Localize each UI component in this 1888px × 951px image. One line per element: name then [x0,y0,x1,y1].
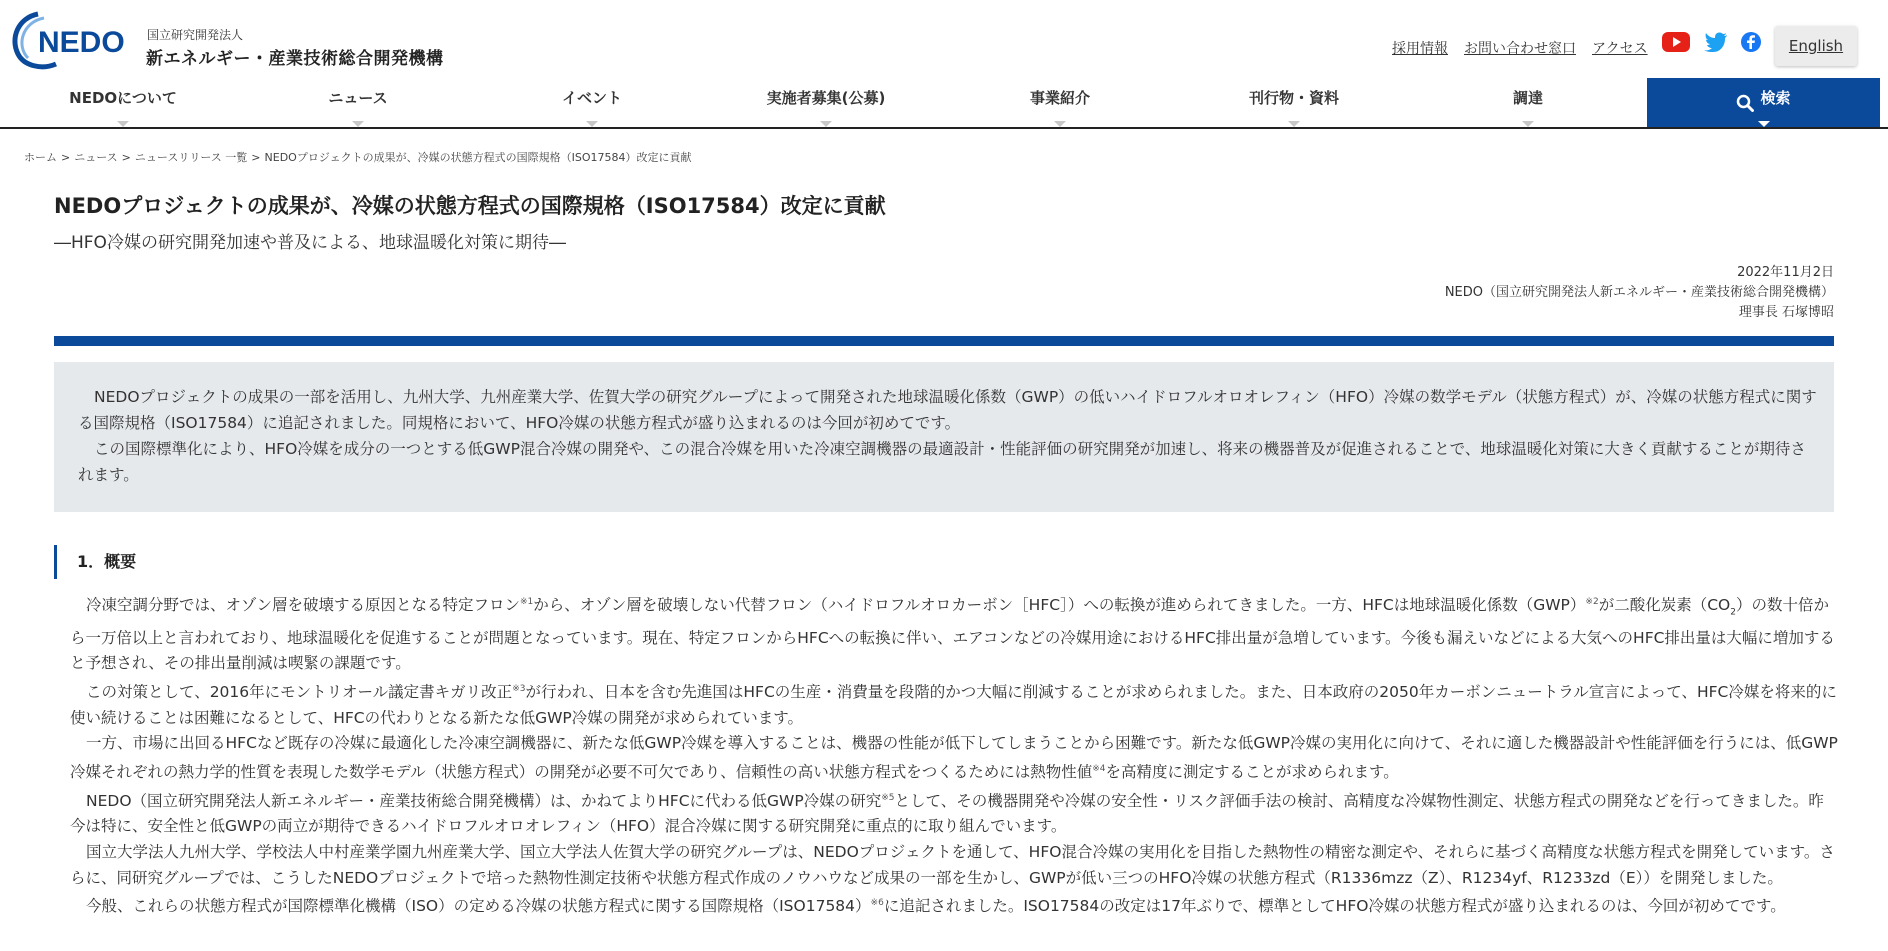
nav-item-public-offering[interactable] [709,78,943,127]
footnote-ref[interactable]: ※3 [512,684,526,695]
breadcrumb: ホーム > ニュース > ニュースリリース 一覧 > NEDOプロジェクトの成果が、冷媒の状態方程式の国際規格（ISO17584）改定に貢献 [24,151,692,164]
caret-down-icon [1054,121,1066,127]
english-button[interactable]: English [1775,26,1857,66]
nedo-logo[interactable] [8,8,448,72]
body-paragraph: 国立大学法人九州大学、学校法人中村産業学園九州産業大学、国立大学法人佐賀大学の研究グループは、NEDOプロジェクトを通して、HFO混合冷媒の実用化を目指した熱物性の精密な測定や、それらに基づく高精度な状態方程式を開発しています。さらに、同研究グループでは、こうしたNEDOプロジェクトで培った熱物性測定技術や状態方程式作成のノウハウなど成果の一部を生かし、GWPが低い三つのHFO冷媒の状態方程式（R1336mzz（Z）、R1234yf、R1233zd（E））を開発しました。 [70,843,1835,887]
footnote-ref[interactable]: ※4 [1092,763,1106,774]
page-subtitle: ―HFO冷媒の研究開発加速や普及による、地球温暖化対策に期待― [54,233,566,253]
recruit-link[interactable]: 採用情報 [1392,41,1448,57]
nav-item-label: 事業紹介 [1029,89,1090,107]
nav-item-news[interactable] [241,78,475,127]
summary-paragraph: NEDOプロジェクトの成果の一部を活用し、九州大学、九州産業大学、佐賀大学の研究グループによって開発された地球温暖化係数（GWP）の低いハイドロフルオロオレフィン（HFO）冷媒の数学モデル（状態方程式）が、冷媒の状態方程式に関する国際規格（ISO17584）に追記されました。同規格において、HFO冷媒の状態方程式が盛り込まれるのは今回が初めてです。 [78,388,1817,432]
breadcrumb-home[interactable]: ホーム [24,151,57,164]
youtube-icon[interactable] [1661,30,1691,54]
section-heading-overview: 1．概要 [54,545,136,579]
publisher: NEDO（国立研究開発法人新エネルギー・産業技術総合開発機構） [1444,285,1834,300]
facebook-icon[interactable] [1740,31,1762,53]
nav-item-publications[interactable] [1177,78,1411,127]
title-divider [54,336,1834,346]
nav-item-label: 調達 [1512,89,1543,107]
article-body [70,590,1838,920]
body-paragraph: 一方、市場に出回るHFCなど既存の冷媒に最適化した冷凍空調機器に、新たな低GWP冷媒を導入することは、機器の性能が低下してしまうことから困難です。新たな低GWP冷媒の実用化に向けて、それに適した機器設計や性能評価を行うには、低GWP冷媒それぞれの熱力学的性質を表現した数学モデル（状態方程式）の開発が必要不可欠であり、信頼性の高い状態方程式をつくるためには熱物性値$^{※4}$を高精度に測定することが求められます。 [70,734,1838,782]
nav-item-label: 実施者募集(公募) [766,89,886,107]
nav-search-label: 検索 [1760,89,1791,107]
breadcrumb-news-release-list[interactable]: ニュースリリース 一覧 [134,151,248,164]
nav-item-label: 刊行物・資料 [1248,89,1339,107]
footnote-ref[interactable]: ※6 [870,898,884,909]
caret-down-icon [1758,121,1770,127]
caret-down-icon [117,121,129,127]
signatory: 理事長 石塚博昭 [1738,305,1834,320]
page-title: NEDOプロジェクトの成果が、冷媒の状態方程式の国際規格（ISO17584）改定に貢献 [54,194,886,218]
breadcrumb-current: NEDOプロジェクトの成果が、冷媒の状態方程式の国際規格（ISO17584）改定に貢献 [264,151,692,164]
nav-item-projects[interactable] [943,78,1177,127]
nav-item-events[interactable] [475,78,709,127]
release-date: 2022年11月2日 [1737,265,1834,280]
nav-item-procurement[interactable] [1411,78,1645,127]
contact-link[interactable]: お問い合わせ窓口 [1464,41,1576,57]
org-label: 国立研究開発法人 [147,28,244,42]
release-meta [1445,263,1834,323]
twitter-icon[interactable] [1704,32,1728,52]
body-paragraph: 冷凍空調分野では、オゾン層を破壊する原因となる特定フロン$^{※1}$から、オゾン層を破壊しない代替フロン（ハイドロフルオロカーボン［HFC］）への転換が進められてきました。一方、HFCは地球温暖化係数（GWP）$^{※2}$が二酸化炭素$(CO_2)$の数十倍から一万倍以上と言われており、地球温暖化を促進することが問題となっています。現在、特定フロンからHFCへの転換に伴い、エアコンなどの冷媒用途におけるHFC排出量が急増しています。今後も漏えいなどによる大気へのHFC排出量は大幅に増加すると予想され、その排出量削減は喫緊の課題です。 [70,596,1835,673]
nav-item-label: ニュース [328,89,388,107]
access-link[interactable]: アクセス [1592,41,1648,57]
caret-down-icon [1522,121,1534,127]
caret-down-icon [820,121,832,127]
nav-item-label: イベント [561,89,622,107]
nav-item-about[interactable] [6,78,240,127]
nav-item-label: NEDOについて [69,89,177,107]
breadcrumb-news[interactable]: ニュース [74,151,118,164]
body-paragraph: 今般、これらの状態方程式が国際標準化機構（ISO）の定める冷媒の状態方程式に関する国際規格$(ISO17584)^{※6}$に追記されました。ISO17584の改定は17年ぶりで、標準としてHFO冷媒の状態方程式が盛り込まれるのは、今回が初めてです。 [86,897,1786,916]
footnote-ref[interactable]: ※1 [520,597,534,607]
svg-text:NEDO: NEDO [38,26,125,59]
org-name: 新エネルギー・産業技術総合開発機構 [146,49,444,69]
caret-down-icon [1288,121,1300,127]
global-nav [0,78,1888,129]
footnote-ref[interactable]: ※2 [1585,597,1599,607]
summary-box [54,362,1834,512]
nav-search-button[interactable] [1647,78,1880,127]
nedo-logo-mark [8,8,138,72]
body-paragraph: この対策として、2016年にモントリオール議定書キガリ改正$^{※3}$が行われ、日本を含む先進国はHFCの生産・消費量を段階的かつ大幅に削減することが求められました。また、日本政府の2050年カーボンニュートラル宣言によって、HFC冷媒を将来的に使い続けることは困難になるとして、HFCの代わりとなる新たな低GWP冷媒の開発が求められています。 [70,683,1837,727]
search-icon [1736,94,1754,112]
footnote-ref[interactable]: ※5 [881,792,895,803]
caret-down-icon [352,121,364,127]
caret-down-icon [586,121,598,127]
summary-paragraph: この国際標準化により、HFO冷媒を成分の一つとする低GWP混合冷媒の開発や、この混合冷媒を用いた冷凍空調機器の最適設計・性能評価の研究開発が加速し、将来の機器普及が促進されることで、地球温暖化対策に大きく貢献することが期待されます。 [78,440,1806,484]
body-paragraph: NEDO（国立研究開発法人新エネルギー・産業技術総合開発機構）は、かねてよりHFCに代わる低GWP冷媒の研究$^{※5}$として、その機器開発や冷媒の安全性・リスク評価手法の検討、高精度な冷媒物性測定、状態方程式の開発などを行ってきました。昨今は特に、安全性と低GWPの両立が期待できるハイドロフルオロオレフィン（HFO）混合冷媒に関する研究開発に重点的に取り組んでいます。 [70,791,1824,836]
